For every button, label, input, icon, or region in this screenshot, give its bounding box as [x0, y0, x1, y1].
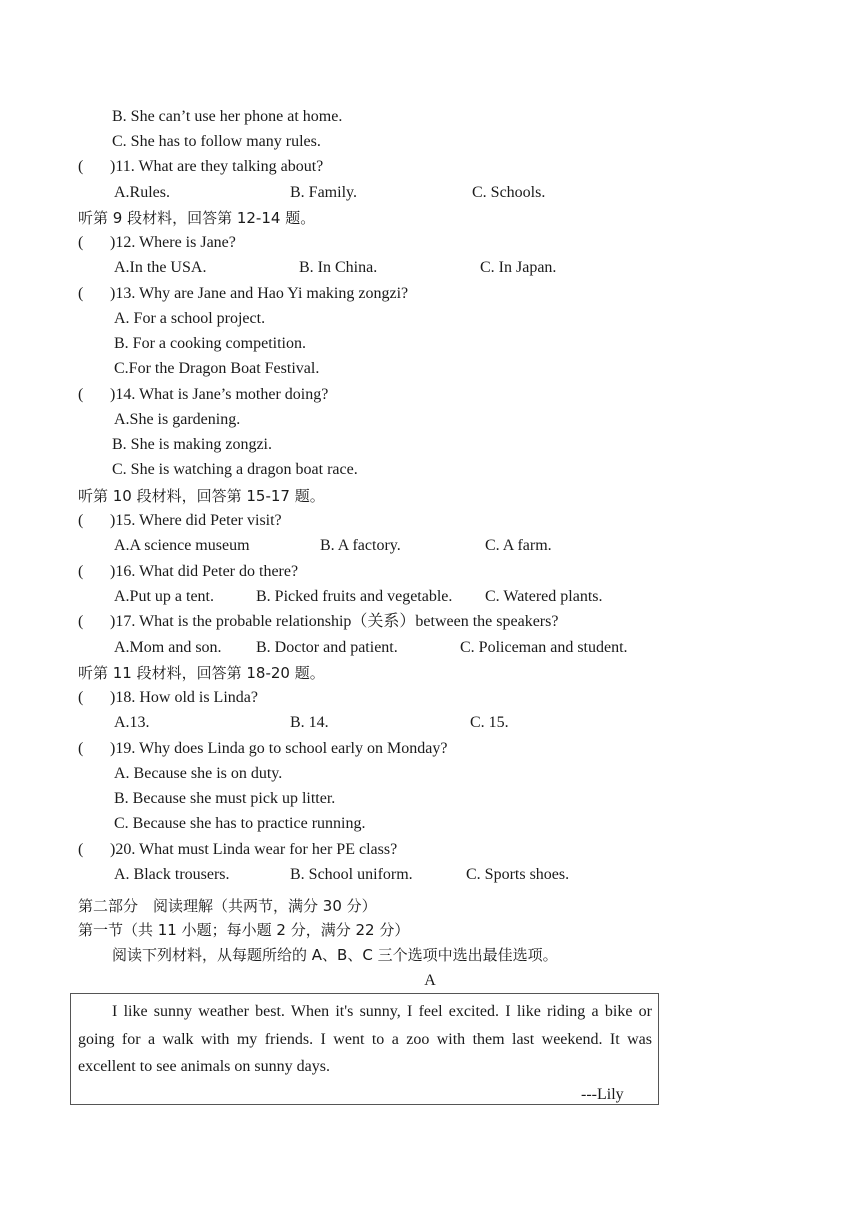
q14-stem: )14. What is Jane’s mother doing?: [110, 386, 329, 403]
section-1-heading: 第一节（共 11 小题；每小题 2 分，满分 22 分）: [78, 921, 410, 939]
answer-bracket: (: [78, 512, 84, 529]
answer-bracket: (: [78, 740, 84, 757]
q19-option-b: B. Because she must pick up litter.: [114, 790, 336, 807]
q14-option-c: C. She is watching a dragon boat race.: [112, 461, 358, 478]
section-11-heading: 听第 11 段材料，回答第 18-20 题。: [78, 664, 325, 682]
q20-option-a: A. Black trousers.: [114, 866, 230, 883]
q12-option-b: B. In China.: [299, 259, 378, 276]
answer-bracket: (: [78, 386, 84, 403]
q11-option-a: A.Rules.: [114, 184, 170, 201]
q16-option-c: C. Watered plants.: [485, 588, 603, 605]
answer-bracket: (: [78, 613, 84, 630]
q11-option-c: C. Schools.: [472, 184, 546, 201]
q11-stem: )11. What are they talking about?: [110, 158, 324, 175]
passage-label: A: [424, 972, 436, 989]
q18-option-c: C. 15.: [470, 714, 509, 731]
q11-option-b: B. Family.: [290, 184, 357, 201]
q12-option-a: A.In the USA.: [114, 259, 207, 276]
q16-option-b: B. Picked fruits and vegetable.: [256, 588, 453, 605]
q16-option-a: A.Put up a tent.: [114, 588, 214, 605]
q20-option-c: C. Sports shoes.: [466, 866, 570, 883]
answer-bracket: (: [78, 841, 84, 858]
q20-stem: )20. What must Linda wear for her PE class?: [110, 841, 398, 858]
q15-option-c: C. A farm.: [485, 537, 552, 554]
answer-bracket: (: [78, 563, 84, 580]
answer-bracket: (: [78, 689, 84, 706]
reading-instructions: 阅读下列材料，从每题所给的 A、B、C 三个选项中选出最佳选项。: [112, 946, 558, 964]
answer-bracket: (: [78, 158, 84, 175]
q18-option-a: A.13.: [114, 714, 150, 731]
part-2-heading: 第二部分 阅读理解（共两节，满分 30 分）: [78, 897, 377, 915]
passage-text: I like sunny weather best. When it's sunny, I feel excited. I like riding a bike or going for a walk with my friends. I went to a zoo with them last weekend. It was excellent to see animals on sunny days.: [78, 1003, 652, 1075]
q14-option-a: A.She is gardening.: [114, 411, 241, 428]
q13-option-a: A. For a school project.: [114, 310, 266, 327]
q18-stem: )18. How old is Linda?: [110, 689, 258, 706]
section-9-heading: 听第 9 段材料，回答第 12-14 题。: [78, 209, 316, 227]
q17-option-c: C. Policeman and student.: [460, 639, 628, 656]
q16-stem: )16. What did Peter do there?: [110, 563, 299, 580]
q13-stem: )13. Why are Jane and Hao Yi making zongzi?: [110, 285, 409, 302]
q19-option-a: A. Because she is on duty.: [114, 765, 283, 782]
q19-option-c: C. Because she has to practice running.: [114, 815, 366, 832]
answer-bracket: (: [78, 285, 84, 302]
q10-option-b: B. She can’t use her phone at home.: [112, 108, 343, 125]
section-10-heading: 听第 10 段材料，回答第 15-17 题。: [78, 487, 325, 505]
q13-option-c: C.For the Dragon Boat Festival.: [114, 360, 320, 377]
q13-option-b: B. For a cooking competition.: [114, 335, 306, 352]
q14-option-b: B. She is making zongzi.: [112, 436, 272, 453]
q20-option-b: B. School uniform.: [290, 866, 413, 883]
q10-option-c: C. She has to follow many rules.: [112, 133, 321, 150]
q12-option-c: C. In Japan.: [480, 259, 557, 276]
passage-author: ---Lily: [581, 1086, 624, 1103]
q17-stem: )17. What is the probable relationship（关系）between the speakers?: [110, 613, 559, 630]
q15-option-b: B. A factory.: [320, 537, 401, 554]
q15-option-a: A.A science museum: [114, 537, 250, 554]
q19-stem: )19. Why does Linda go to school early on Monday?: [110, 740, 448, 757]
answer-bracket: (: [78, 234, 84, 251]
q18-option-b: B. 14.: [290, 714, 329, 731]
q12-stem: )12. Where is Jane?: [110, 234, 236, 251]
q17-option-b: B. Doctor and patient.: [256, 639, 398, 656]
q15-stem: )15. Where did Peter visit?: [110, 512, 282, 529]
q17-option-a: A.Mom and son.: [114, 639, 222, 656]
